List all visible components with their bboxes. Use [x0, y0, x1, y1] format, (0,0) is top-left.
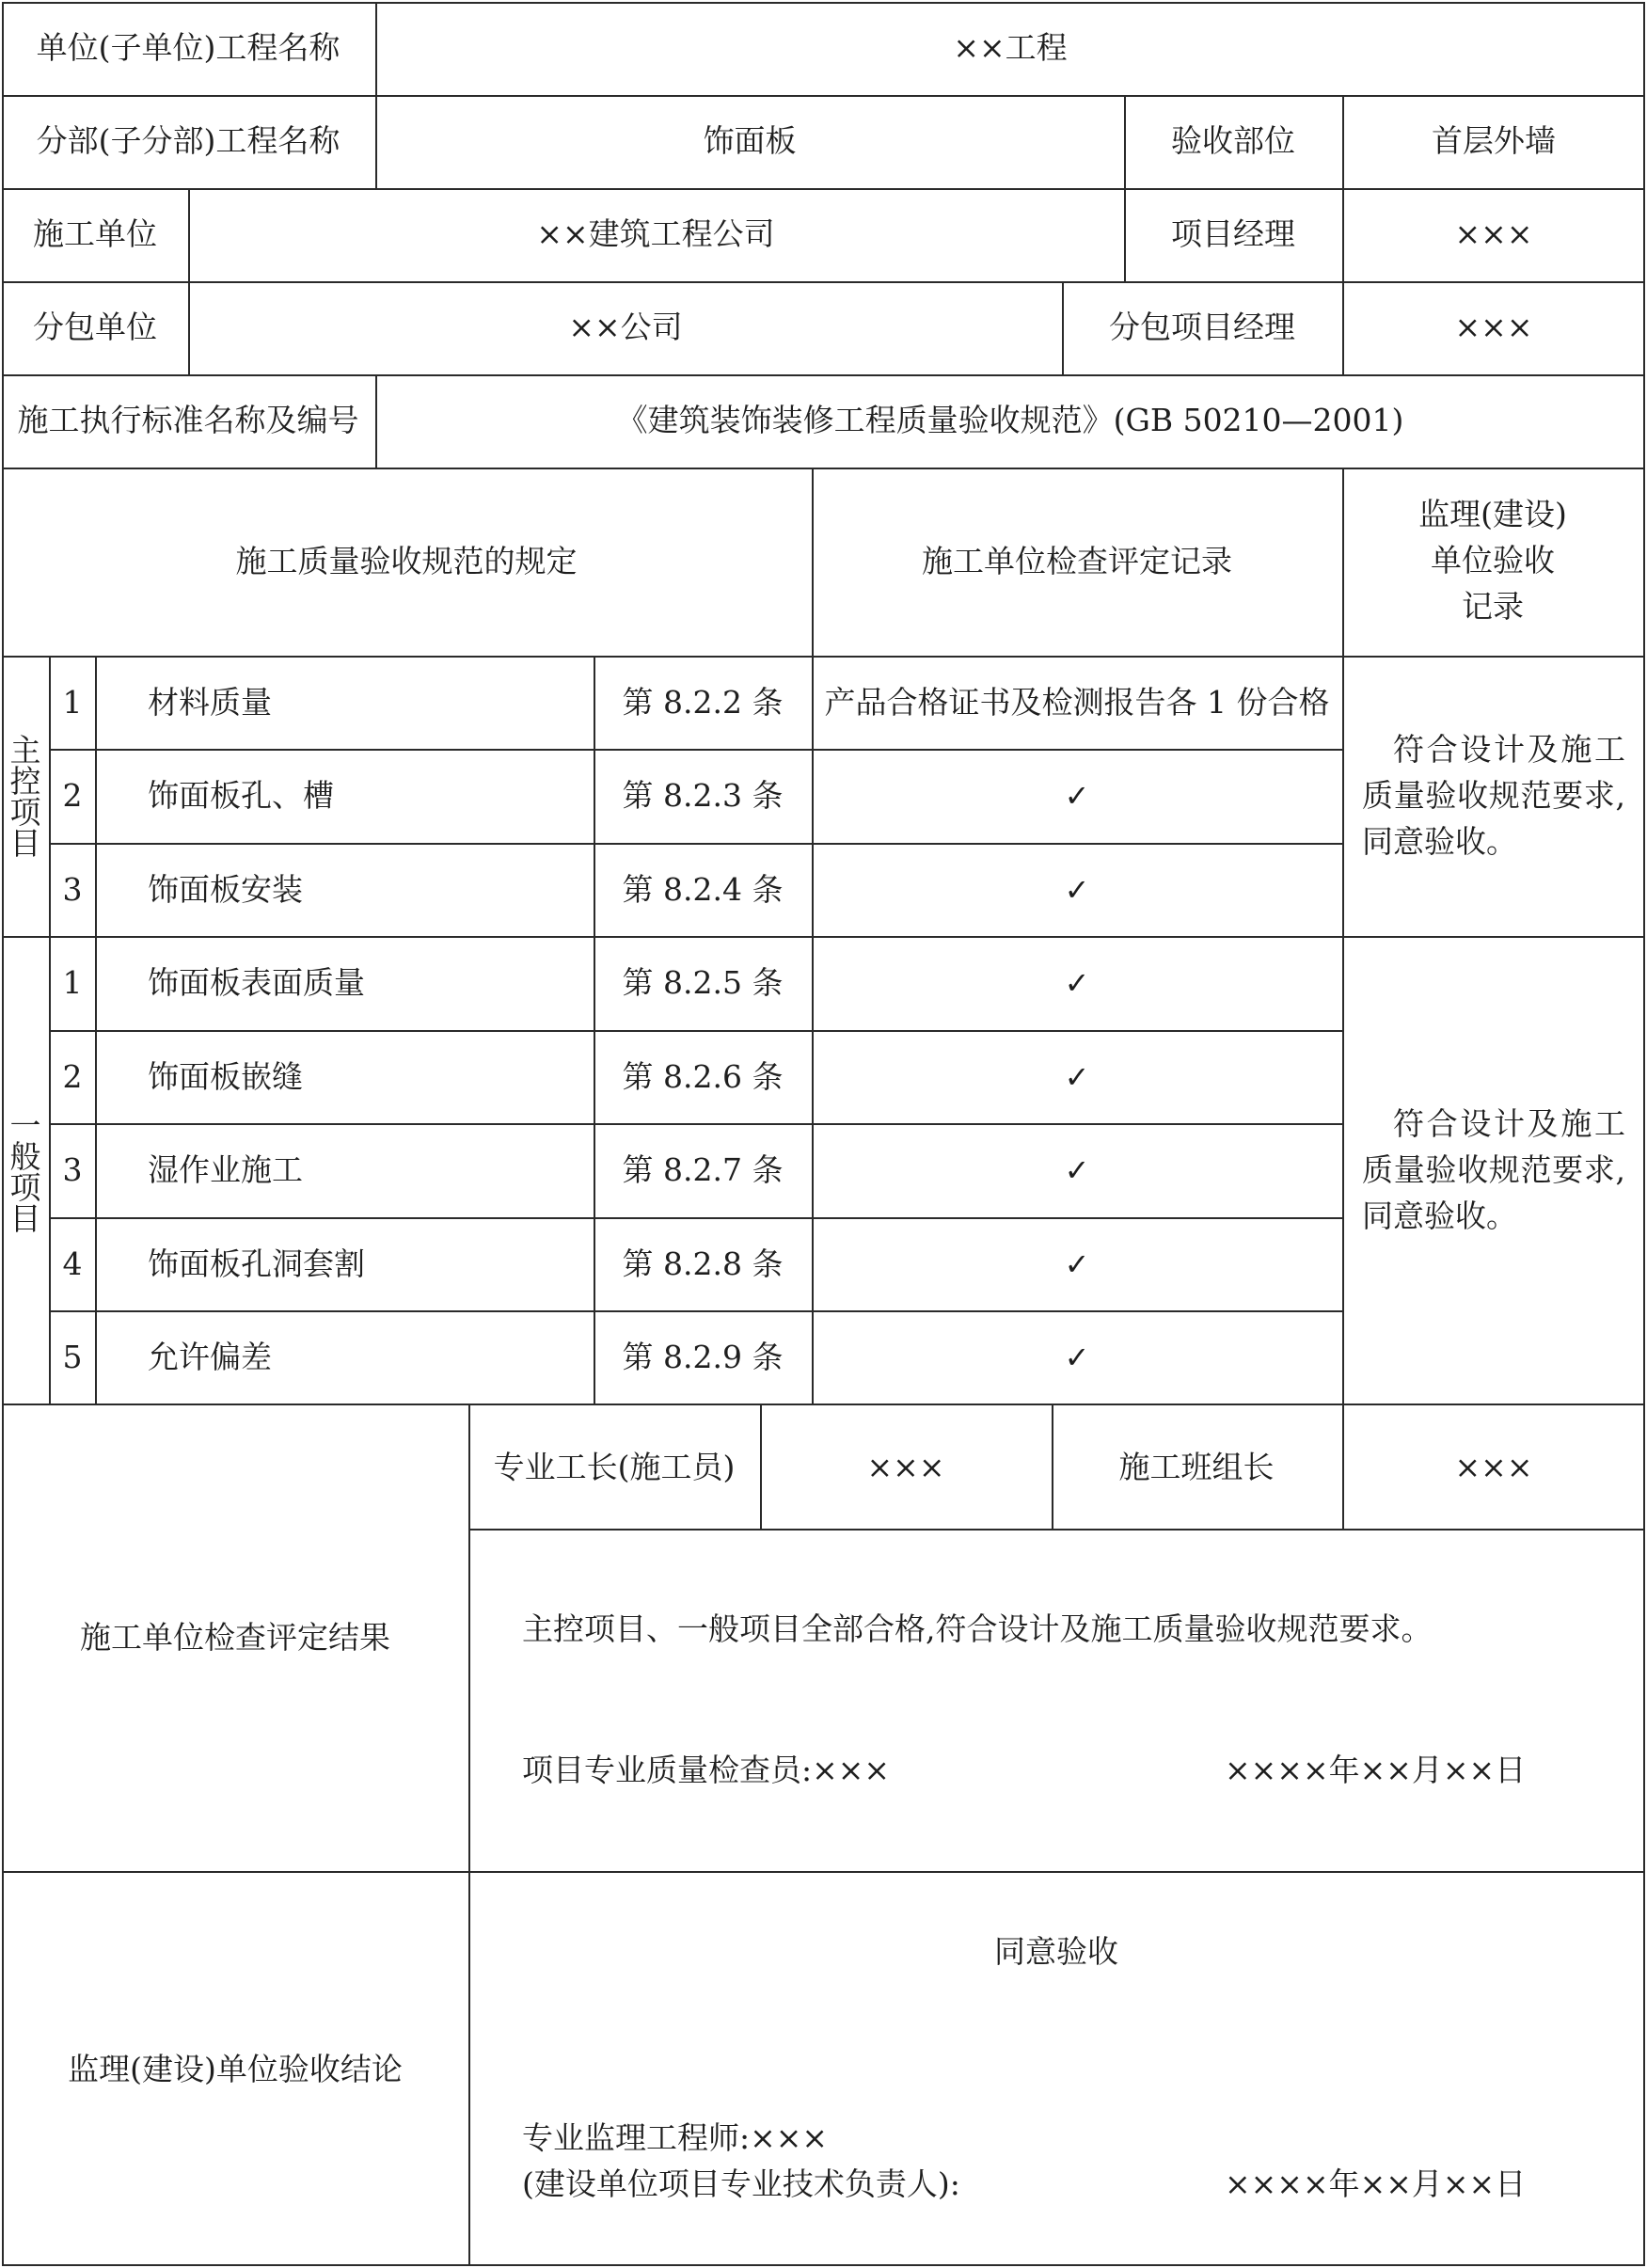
column-header-spec: 施工质量验收规范的规定 — [235, 543, 578, 579]
row-item-name: 饰面板表面质量 — [148, 964, 365, 1001]
row-item-name: 材料质量 — [148, 684, 272, 721]
project-manager-value: ××× — [1454, 215, 1533, 252]
row-item-name: 饰面板孔、槽 — [148, 777, 334, 814]
sub-project-label: 分部(子分部)工程名称 — [36, 122, 340, 159]
row-number: 4 — [62, 1245, 83, 1282]
row-number: 1 — [62, 964, 83, 1001]
row-item-name: 允许偏差 — [148, 1339, 272, 1375]
foreman-label: 专业工长(施工员) — [493, 1449, 736, 1485]
main-items-supervisor-conclusion: 符合设计及施工质量验收规范要求,同意验收。 — [1362, 731, 1625, 860]
row-item-name: 饰面板安装 — [148, 871, 303, 908]
row-clause: 第 8.2.4 条 — [622, 871, 784, 908]
supervising-engineer: 专业监理工程师:××× — [522, 2119, 829, 2156]
standard-label: 施工执行标准名称及编号 — [17, 402, 359, 438]
sub-manager-label: 分包项目经理 — [1109, 309, 1295, 345]
check-mark-icon: ✓ — [1064, 778, 1090, 814]
team-leader-label: 施工班组长 — [1118, 1449, 1275, 1485]
column-header-contractor-record: 施工单位检查评定记录 — [922, 543, 1232, 579]
general-items-supervisor-conclusion: 符合设计及施工质量验收规范要求,同意验收。 — [1362, 1105, 1625, 1234]
owner-representative: (建设单位项目专业技术负责人): — [522, 2165, 960, 2202]
acceptance-part-label: 验收部位 — [1171, 122, 1295, 159]
unit-project-value: ××工程 — [953, 29, 1068, 66]
row-record: 产品合格证书及检测报告各 1 份合格 — [824, 684, 1330, 721]
row-number: 3 — [62, 1151, 83, 1188]
check-mark-icon: ✓ — [1064, 1246, 1090, 1282]
supervisor-date: ××××年××月××日 — [1225, 2165, 1527, 2202]
row-clause: 第 8.2.3 条 — [622, 777, 784, 814]
contractor-result-label: 施工单位检查评定结果 — [80, 1619, 390, 1656]
contractor-conclusion: 主控项目、一般项目全部合格,符合设计及施工质量验收规范要求。 — [522, 1610, 1433, 1647]
contractor-value: ××建筑工程公司 — [536, 215, 775, 252]
contractor-label: 施工单位 — [33, 215, 157, 252]
row-item-name: 湿作业施工 — [148, 1151, 303, 1188]
row-number: 5 — [62, 1339, 83, 1375]
row-clause: 第 8.2.2 条 — [622, 684, 784, 721]
contractor-date: ××××年××月××日 — [1225, 1752, 1527, 1788]
standard-value: 《建筑装饰装修工程质量验收规范》(GB 50210—2001) — [616, 402, 1404, 438]
check-mark-icon: ✓ — [1064, 1059, 1090, 1095]
check-mark-icon: ✓ — [1064, 965, 1090, 1001]
sub-manager-value: ××× — [1454, 309, 1533, 345]
unit-project-label: 单位(子单位)工程名称 — [36, 29, 340, 66]
supervisor-result-label: 监理(建设)单位验收结论 — [68, 2051, 403, 2087]
quality-inspector: 项目专业质量检查员:××× — [522, 1752, 891, 1788]
supervisor-conclusion: 同意验收 — [994, 1933, 1118, 1970]
sub-project-value: 饰面板 — [703, 122, 797, 159]
row-item-name: 饰面板嵌缝 — [148, 1058, 303, 1095]
check-mark-icon: ✓ — [1064, 1340, 1090, 1375]
row-number: 2 — [62, 777, 83, 814]
row-number: 3 — [62, 871, 83, 908]
row-number: 2 — [62, 1058, 83, 1095]
project-manager-label: 项目经理 — [1171, 215, 1295, 252]
check-mark-icon: ✓ — [1064, 1152, 1090, 1188]
main-items-group-label: 主控项目 — [9, 732, 41, 862]
team-leader-value: ××× — [1454, 1449, 1533, 1485]
row-clause: 第 8.2.7 条 — [622, 1151, 784, 1188]
subcontractor-value: ××公司 — [568, 309, 683, 345]
row-clause: 第 8.2.5 条 — [622, 964, 784, 1001]
general-items-group-label: 一般项目 — [9, 1107, 41, 1237]
foreman-value: ××× — [866, 1449, 945, 1485]
acceptance-part-value: 首层外墙 — [1432, 122, 1556, 159]
row-number: 1 — [62, 684, 83, 721]
row-clause: 第 8.2.6 条 — [622, 1058, 784, 1095]
row-clause: 第 8.2.8 条 — [622, 1245, 784, 1282]
column-header-supervisor-record: 监理(建设)单位验收记录 — [1418, 496, 1567, 625]
subcontractor-label: 分包单位 — [33, 309, 157, 345]
check-mark-icon: ✓ — [1064, 872, 1090, 908]
row-item-name: 饰面板孔洞套割 — [148, 1245, 365, 1282]
row-clause: 第 8.2.9 条 — [622, 1339, 784, 1375]
